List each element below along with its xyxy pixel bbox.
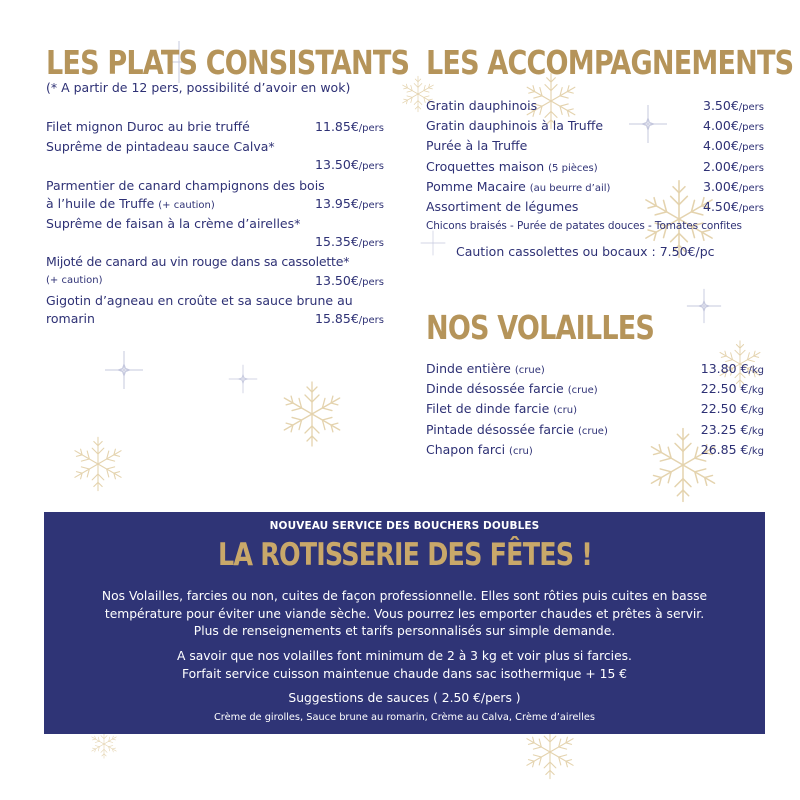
volailles-item-4	[426, 421, 764, 441]
item-name: Croquettes maison	[426, 158, 545, 174]
accomp-item-4	[426, 158, 764, 178]
item-price: 13.95€	[315, 195, 359, 211]
item-name: Purée à la Truffe	[426, 138, 528, 154]
item-unit: /pers	[358, 161, 384, 173]
item-name: Parmentier de canard champignons des bois	[46, 177, 325, 193]
rotisserie-line: A savoir que nos volailles font minimum de 2 à 3 kg et voir plus si farcies.	[177, 649, 632, 663]
item-unit: /kg	[748, 385, 764, 397]
item-price: 3.00€	[703, 178, 739, 194]
item-name: Filet de dinde farcie	[426, 401, 550, 417]
item-note: (+ caution)	[46, 274, 103, 286]
volailles-item-1	[426, 360, 764, 380]
item-unit: /pers	[358, 123, 384, 134]
item-name: Dinde désossée farcie	[426, 381, 564, 397]
rotisserie-line: température pour éviter une viande sèche. Vous pourrez les emporter chaudes et prêtes à servir.	[104, 606, 705, 621]
accomp-extras: Chicons braisés - Purée de patates douces - Tomates confites	[426, 220, 742, 233]
item-unit: /pers	[358, 199, 384, 211]
rotisserie-title: LA ROTISSERIE DES FÊTES !	[217, 537, 592, 573]
item-unit: /pers	[738, 182, 764, 194]
sauces-list: Crème de girolles, Sauce brune au romarin, Crème au Calva, Crème d’airelles	[213, 712, 596, 723]
item-name: Suprême de faisan à la crème d’airelles*	[46, 216, 301, 232]
item-name-cont: à l’huile de Truffe	[46, 195, 155, 211]
plats-subtitle: (* A partir de 12 pers, possibilité d’avoir en wok)	[46, 80, 351, 95]
item-name: Gratin dauphinois à la Truffe	[426, 118, 604, 134]
item-price: 13.80 €	[700, 361, 749, 376]
item-name: Chapon farci	[426, 441, 506, 457]
item-price: 4.00€	[703, 118, 739, 134]
plats-item-1	[46, 118, 384, 138]
accomp-heading: LES ACCOMPAGNEMENTS	[426, 43, 794, 82]
item-note: (cru)	[509, 445, 533, 457]
rotisserie-info	[44, 648, 765, 683]
item-price: 23.25 €	[700, 421, 749, 437]
item-unit: /pers	[738, 203, 764, 215]
item-unit: /pers	[738, 162, 764, 174]
item-name: Assortiment de légumes	[426, 199, 579, 215]
plats-item-6	[46, 292, 384, 330]
accomp-item-3	[426, 137, 764, 157]
item-price: 15.35€	[315, 234, 359, 250]
plats-item-5	[46, 253, 384, 291]
caution-note: Caution cassolettes ou bocaux : 7.50€/pc	[456, 244, 715, 259]
item-note: (cru)	[553, 405, 578, 417]
item-price: 22.50 €	[700, 401, 749, 417]
rotisserie-line: Forfait service cuisson maintenue chaude dans sac isothermique + 15 €	[181, 666, 628, 681]
item-price: 22.50 €	[700, 381, 749, 397]
item-name: Suprême de pintadeau sauce Calva*	[46, 139, 275, 155]
accomp-item-6	[426, 198, 764, 218]
item-price: 13.50€	[315, 272, 359, 288]
accomp-item-1	[426, 97, 764, 117]
item-name: Mijoté de canard au vin rouge dans sa cassolette*	[46, 254, 350, 270]
item-price: 2.00€	[703, 158, 739, 174]
item-note: (crue)	[567, 385, 598, 397]
item-name: Filet mignon Duroc au brie truffé	[46, 119, 250, 134]
item-unit: /pers	[738, 102, 764, 113]
item-note: (au beurre d’ail)	[529, 182, 611, 194]
item-name: Gigotin d’agneau en croûte et sa sauce brune au	[46, 292, 353, 308]
item-price: 26.85 €	[700, 441, 749, 457]
item-unit: /pers	[358, 238, 384, 250]
item-price: 15.85€	[315, 311, 359, 327]
item-unit: /pers	[738, 142, 764, 154]
volailles-item-3	[426, 400, 764, 420]
rotisserie-kicker: NOUVEAU SERVICE DES BOUCHERS DOUBLES	[269, 520, 540, 532]
item-price: 4.50€	[703, 199, 739, 215]
item-price: 13.50€	[315, 157, 359, 173]
plats-item-4	[46, 215, 384, 253]
item-note: (+ caution)	[158, 199, 215, 211]
item-name: Gratin dauphinois	[426, 98, 538, 113]
item-unit: /pers	[738, 122, 764, 134]
item-price: 4.00€	[703, 138, 739, 154]
item-name: Pintade désossée farcie	[426, 421, 574, 437]
sparkle-star-icon	[104, 350, 144, 390]
item-name: Pomme Macaire	[426, 178, 526, 194]
sparkle-star-icon	[686, 288, 722, 324]
item-note: (crue)	[577, 425, 608, 437]
rotisserie-line: Plus de renseignements et tarifs personnalisés sur simple demande.	[193, 624, 616, 638]
item-unit: /pers	[358, 315, 384, 327]
accomp-list	[426, 97, 764, 234]
plats-item-3	[46, 177, 384, 215]
rotisserie-banner	[44, 512, 765, 734]
volailles-list	[426, 360, 764, 461]
sauces-title: Suggestions de sauces ( 2.50 €/pers )	[288, 691, 521, 705]
item-unit: /kg	[748, 365, 764, 376]
rotisserie-line: Nos Volailles, farcies ou non, cuites de façon professionnelle. Elles sont rôties puis cuites en basse	[101, 589, 708, 603]
item-unit: /kg	[748, 425, 764, 437]
item-note: (crue)	[514, 365, 545, 376]
accomp-item-2	[426, 117, 764, 137]
item-price: 3.50€	[703, 98, 739, 113]
item-price: 11.85€	[315, 119, 359, 134]
item-unit: /kg	[748, 405, 764, 417]
volailles-item-2	[426, 380, 764, 400]
snowflake-icon	[68, 434, 128, 494]
plats-heading: LES PLATS CONSISTANTS	[46, 43, 410, 82]
item-name-cont: romarin	[46, 311, 95, 327]
item-unit: /pers	[358, 276, 384, 288]
volailles-item-5	[426, 441, 764, 461]
plats-list	[46, 118, 384, 330]
snowflake-icon	[276, 378, 348, 450]
item-unit: /kg	[748, 445, 764, 457]
accomp-item-5	[426, 178, 764, 198]
item-note: (5 pièces)	[548, 162, 598, 174]
volailles-heading: NOS VOLAILLES	[426, 308, 655, 347]
plats-item-2	[46, 138, 384, 176]
rotisserie-description	[44, 588, 765, 641]
item-name: Dinde entière	[426, 361, 511, 376]
sparkle-star-icon	[228, 364, 258, 394]
